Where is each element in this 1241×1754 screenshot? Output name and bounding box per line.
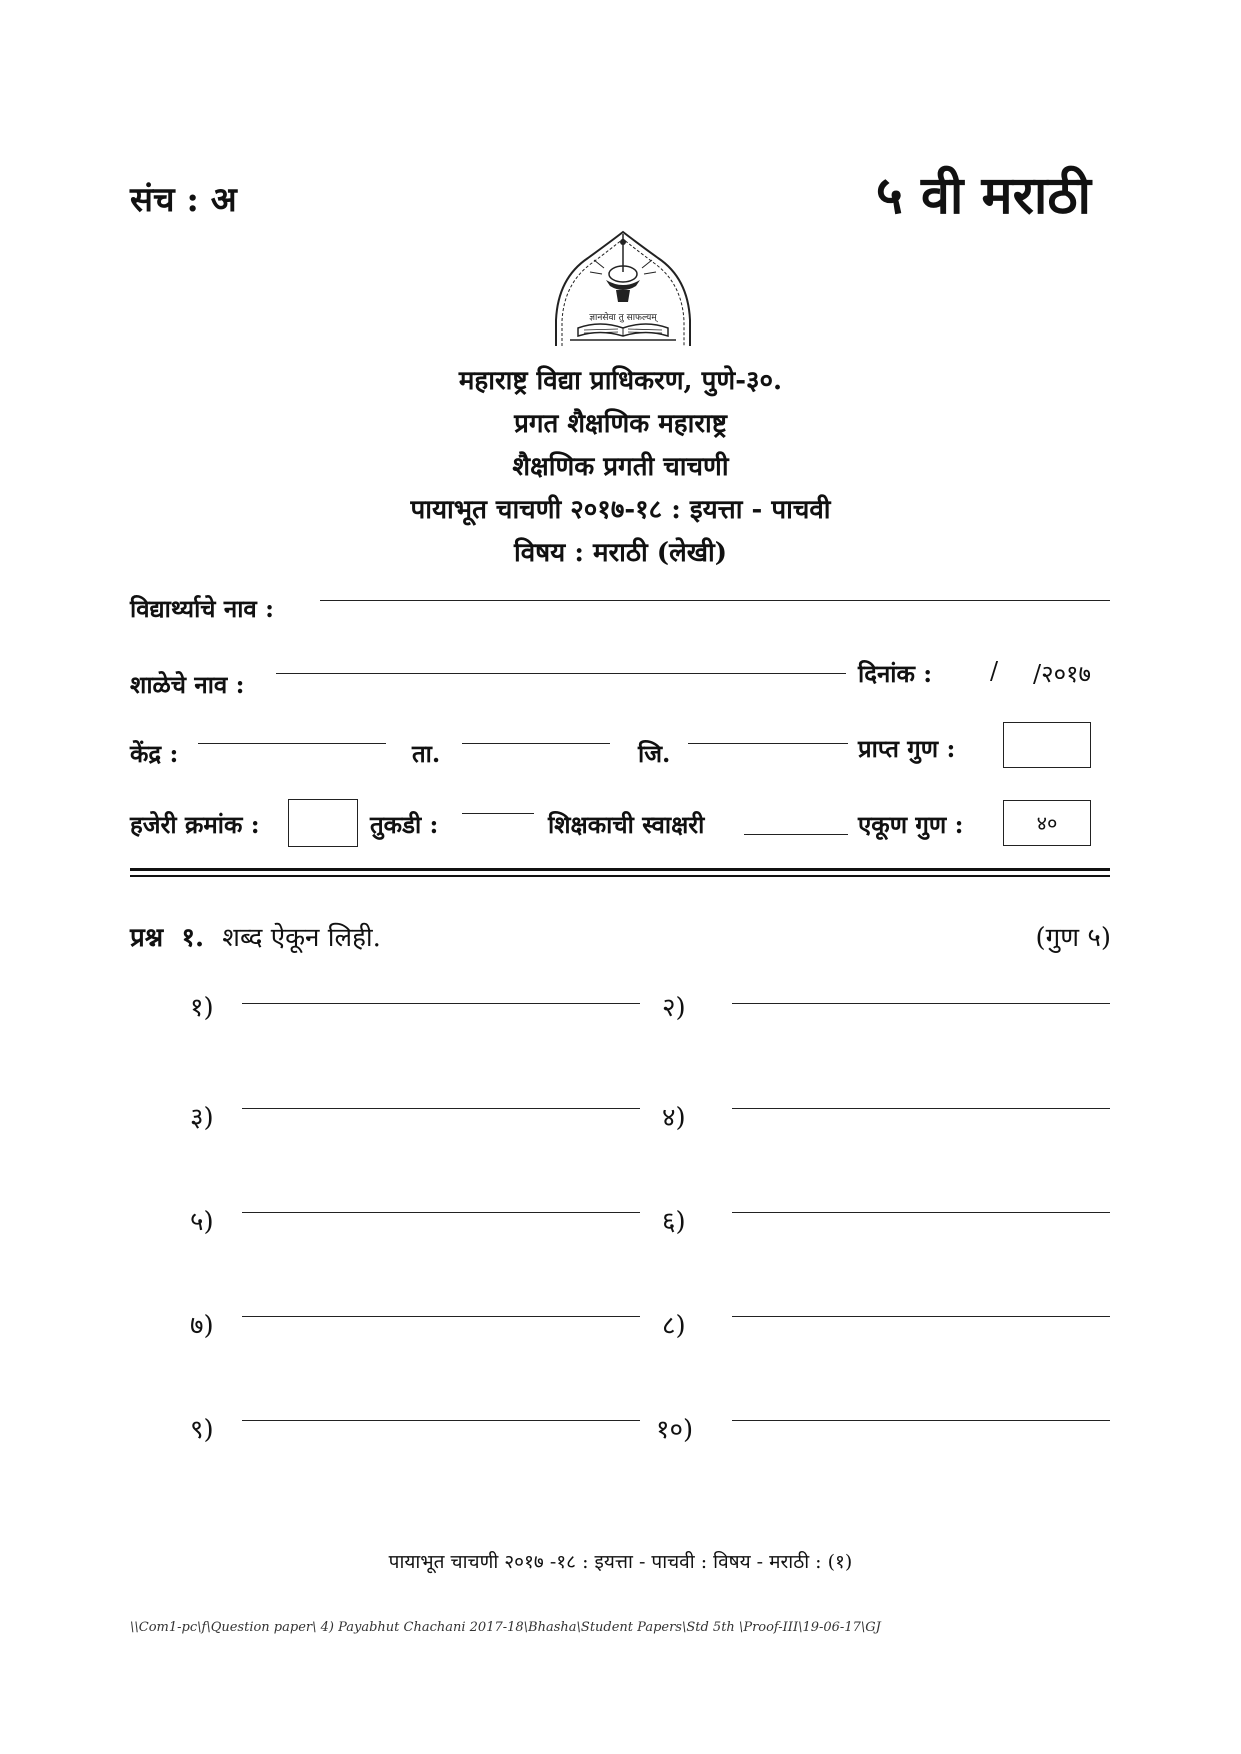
answer-line-6[interactable] <box>732 1212 1110 1213</box>
board-logo <box>548 228 698 350</box>
question-number: १. <box>181 923 205 953</box>
file-path: \\Com1-pc\f\Question paper\ 4) Payabhut Chachani 2017-18\Bhasha\Student Papers\Std 5th \Proof-III\19-06-17\GJ <box>130 1620 881 1635</box>
emblem-icon <box>548 228 698 350</box>
total-marks-label: एकूण गुण : <box>858 810 964 839</box>
set-label: संच : अ <box>130 180 237 220</box>
taluka-label: ता. <box>412 739 441 768</box>
section-divider <box>130 868 1110 877</box>
roll-no-box[interactable] <box>288 799 358 847</box>
school-name-field[interactable] <box>276 673 846 674</box>
answer-label-8: ८) <box>662 1311 686 1341</box>
title-line-5: विषय : मराठी (लेखी) <box>513 538 728 568</box>
question-1-marks: (गुण ५) <box>1035 923 1111 953</box>
answer-line-5[interactable] <box>242 1212 640 1213</box>
answer-line-1[interactable] <box>242 1003 640 1004</box>
title-line-1: महाराष्ट्र विद्या प्राधिकरण, पुणे-३०. <box>458 366 783 396</box>
division-label: तुकडी : <box>370 810 439 839</box>
title-line-3: शैक्षणिक प्रगती चाचणी <box>512 452 729 482</box>
district-field[interactable] <box>688 743 848 744</box>
answer-line-3[interactable] <box>242 1108 640 1109</box>
answer-line-2[interactable] <box>732 1003 1110 1004</box>
answer-label-4: ४) <box>662 1103 686 1133</box>
obtained-marks-box[interactable] <box>1003 722 1091 768</box>
answer-label-6: ६) <box>662 1207 686 1237</box>
answer-line-7[interactable] <box>242 1316 640 1317</box>
student-name-label: विद्यार्थ्याचे नाव : <box>130 594 274 623</box>
date-year: /२०१७ <box>1033 660 1092 688</box>
student-name-field[interactable] <box>320 600 1110 601</box>
answer-label-3: ३) <box>190 1103 214 1133</box>
roll-no-label: हजेरी क्रमांक : <box>130 810 260 839</box>
answer-line-10[interactable] <box>732 1420 1110 1421</box>
logo-motto: ज्ञानसेवा तु साफल्यम् <box>589 313 657 323</box>
title-line-2: प्रगत शैक्षणिक महाराष्ट्र <box>514 409 727 439</box>
district-label: जि. <box>638 739 671 768</box>
answer-label-9: ९) <box>190 1415 214 1445</box>
taluka-field[interactable] <box>462 743 610 744</box>
center-label: केंद्र : <box>130 739 179 768</box>
answer-label-5: ५) <box>190 1207 214 1237</box>
question-prefix: प्रश्न <box>130 923 164 953</box>
title-block <box>0 360 1241 575</box>
school-name-label: शाळेचे नाव : <box>130 670 245 699</box>
question-1-heading <box>130 918 381 954</box>
question-text: शब्द ऐकून लिही. <box>222 923 381 953</box>
answer-line-4[interactable] <box>732 1108 1110 1109</box>
date-label: दिनांक : <box>858 659 933 688</box>
teacher-signature-field[interactable] <box>744 834 848 835</box>
date-slash: / <box>990 657 999 685</box>
division-field[interactable] <box>462 813 534 814</box>
center-field[interactable] <box>198 743 386 744</box>
answer-line-8[interactable] <box>732 1316 1110 1317</box>
total-marks-box: ४० <box>1003 800 1091 846</box>
answer-label-1: १) <box>190 993 214 1023</box>
title-line-4: पायाभूत चाचणी २०१७-१८ : इयत्ता - पाचवी <box>410 495 831 525</box>
teacher-signature-label: शिक्षकाची स्वाक्षरी <box>548 810 705 839</box>
obtained-marks-label: प्राप्त गुण : <box>858 734 956 763</box>
class-title: ५ वी मराठी <box>875 165 1091 226</box>
answer-label-10: १०) <box>656 1415 694 1445</box>
page-footer: पायाभूत चाचणी २०१७ -१८ : इयत्ता - पाचवी : विषय - मराठी : (१) <box>388 1551 853 1573</box>
answer-label-7: ७) <box>190 1311 214 1341</box>
answer-label-2: २) <box>662 993 686 1023</box>
answer-line-9[interactable] <box>242 1420 640 1421</box>
